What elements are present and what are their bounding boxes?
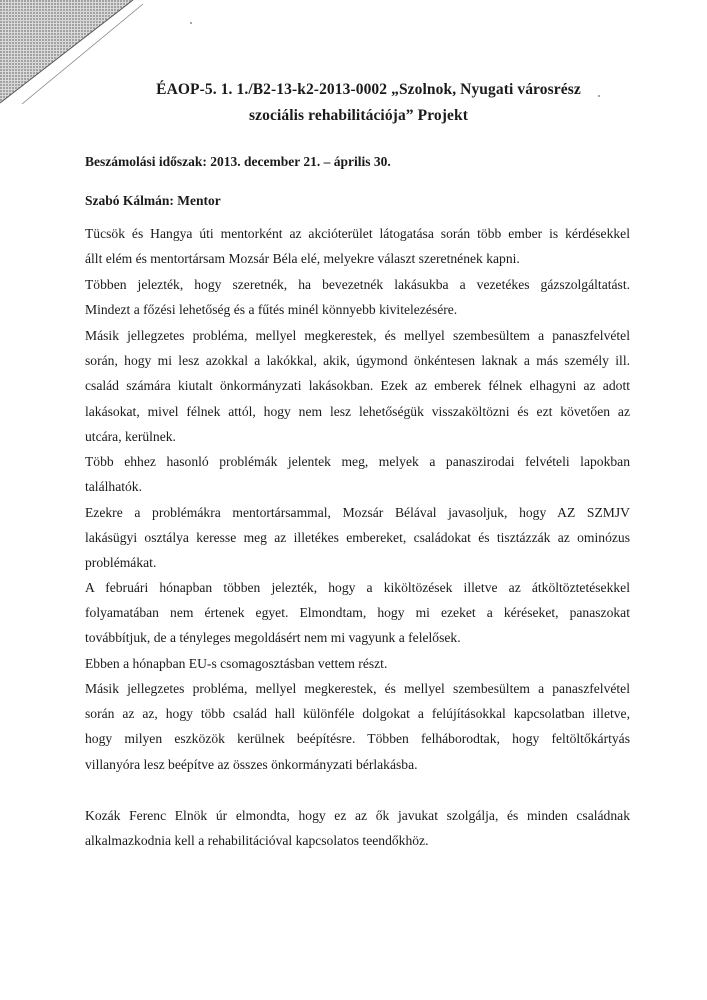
text-line: találhatók. [85,479,142,495]
scan-speck [598,95,600,97]
text-line: Többen jelezték, hogy szeretnék, ha bevezetnék lakásukba a vezetékes gázszolgáltatást. [85,277,630,292]
body-paragraph [85,221,630,271]
author-heading: Szabó Kálmán: Mentor [85,193,221,208]
text-line: Ezekre a problémákra mentortársammal, Mozsár Bélával javasoljuk, hogy AZ SZMJV [85,505,630,520]
text-line: utcára, kerülnek. [85,428,176,444]
text-line: lakásokat, mivel félnek attól, hogy nem lesz lehetőségük visszaköltözni és ezt követően az [85,403,630,419]
body-paragraph [85,676,630,777]
text-line: során az az, hogy több család hall különféle dolgokat a felújításokkal kapcsolatban illetve, [85,706,630,722]
text-line: Ebben a hónapban EU-s csomagosztásban vettem részt. [85,656,388,671]
text-line: Másik jellegzetes probléma, mellyel megkerestek, és mellyel szembesültem a panaszfelvétel [85,328,630,343]
body-paragraph [85,500,630,576]
body-paragraph [85,651,630,676]
body-paragraph [85,575,630,651]
text-line: Kozák Ferenc Elnök úr elmondta, hogy ez az ők javukat szolgálja, és minden családnak [85,808,630,823]
reporting-period: Beszámolási időszak: 2013. december 21. – április 30. [85,154,391,169]
text-line: problémákat. [85,555,157,571]
body-paragraph [85,803,630,853]
text-line: állt elém és mentortársam Mozsár Béla elé, melyekre választ szeretnének kapni. [85,251,520,267]
document-title-line-2: szociális rehabilitációja” Projekt [249,107,468,124]
text-line: során, hogy mi lesz azokkal a lakókkal, akik, úgymond önkéntesen laknak a más személy ill. [85,353,630,369]
text-line: Tücsök és Hangya úti mentorként az akcióterület látogatása során több ember is kérdésekkel [85,226,630,241]
text-line: folyamatában nem értenek egyet. Elmondtam, hogy mi ezeket a kéréseket, panaszokat [85,605,630,621]
text-line: család számára kiutalt önkormányzati lakásokban. Ezek az emberek félnek elhagyni az adott [85,378,630,394]
text-line: lakásügyi osztálya keresse meg az illetékes embereket, családokat és tisztázzák az ominózus [85,530,630,546]
text-line: A februári hónapban többen jelezték, hogy a kiköltözések illetve az átköltöztetésekkel [85,580,630,595]
text-line: hogy milyen eszközök kerülnek beépítésre. Többen felháborodtak, hogy feltöltőkártyás [85,731,630,747]
body-paragraph [85,323,630,449]
document-title-line-1: ÉAOP-5. 1. 1./B2-13-k2-2013-0002 „Szolnok, Nyugati városrész [156,81,581,98]
scan-speck [190,22,192,24]
text-line: villanyóra lesz beépítve az összes önkormányzati bérlakásba. [85,756,418,772]
text-line: alkalmazkodnia kell a rehabilitációval kapcsolatos teendőkhöz. [85,833,429,849]
text-line: Mindezt a főzési lehetőség és a fűtés minél könnyebb kivitelezésére. [85,302,458,318]
text-line: Több ehhez hasonló problémák jelentek meg, melyek a panaszirodai felvételi lapokban [85,454,630,469]
text-line: továbbítjuk, de a tényleges megoldásért nem mi vagyunk a felelősek. [85,630,461,646]
body-paragraph [85,449,630,499]
text-line: Másik jellegzetes probléma, mellyel megkerestek, és mellyel szembesültem a panaszfelvétel [85,681,630,696]
body-paragraph [85,272,630,322]
